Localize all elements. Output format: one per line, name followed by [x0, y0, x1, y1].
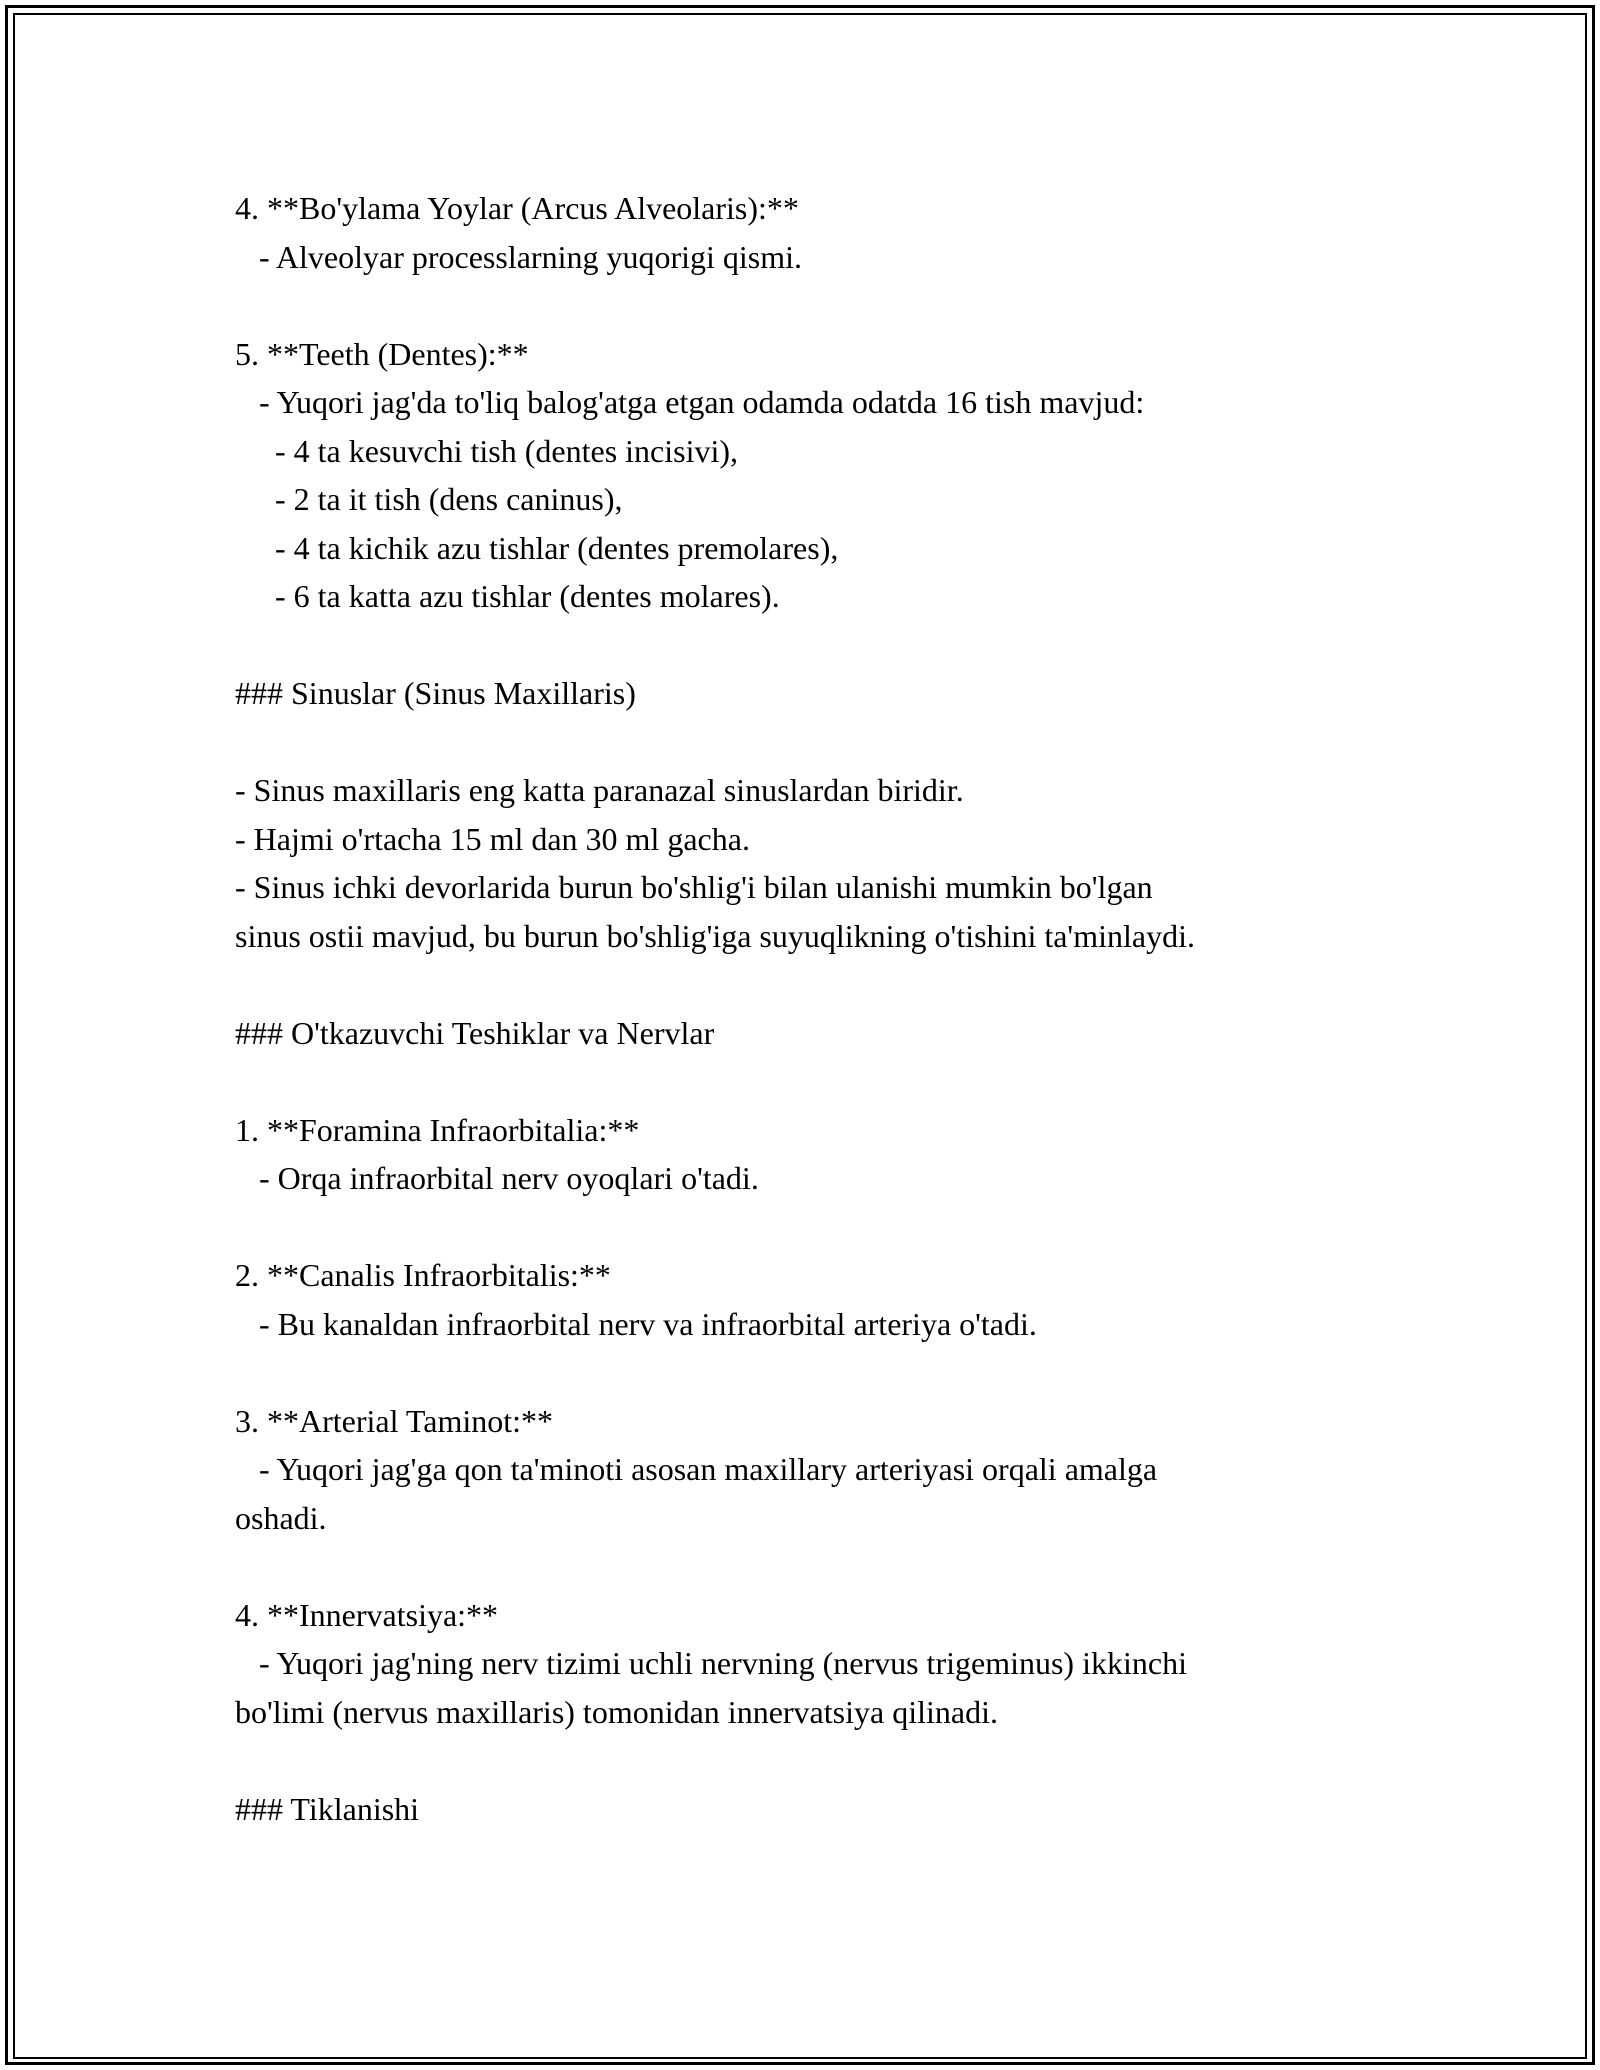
- document-line: 5. **Teeth (Dentes):**: [235, 335, 529, 372]
- document-line: - Yuqori jag'ning nerv tizimi uchli nervning (nervus trigeminus) ikkinchi: [235, 1645, 1187, 1681]
- document-line: bo'limi (nervus maxillaris) tomonidan innervatsiya qilinadi.: [235, 1693, 998, 1730]
- document-line: sinus ostii mavjud, bu burun bo'shlig'iga suyuqlikning o'tishini ta'minlaydi.: [235, 917, 1195, 954]
- document-line: - Hajmi o'rtacha 15 ml dan 30 ml gacha.: [235, 820, 750, 857]
- document-line: - 2 ta it tish (dens caninus),: [235, 481, 623, 517]
- document-line: ### Tiklanishi: [235, 1790, 420, 1827]
- document-line: - Sinus maxillaris eng katta paranazal sinuslardan biridir.: [235, 772, 964, 808]
- document-line: - 6 ta katta azu tishlar (dentes molares).: [235, 578, 780, 614]
- document-line: 2. **Canalis Infraorbitalis:**: [235, 1257, 611, 1293]
- document-line: - Alveolyar processlarning yuqorigi qismi.: [235, 238, 803, 275]
- document-line: 4. **Innervatsiya:**: [235, 1596, 499, 1633]
- document-line: - 4 ta kichik azu tishlar (dentes premolares),: [235, 529, 839, 566]
- document-line: - 4 ta kesuvchi tish (dentes incisivi),: [235, 432, 739, 469]
- document-line: - Yuqori jag'da to'liq balog'atga etgan odamda odatda 16 tish mavjud:: [235, 384, 1145, 420]
- document-line: 4. **Bo'ylama Yoylar (Arcus Alveolaris):**: [235, 190, 799, 226]
- document-line: ### O'tkazuvchi Teshiklar va Nervlar: [235, 1014, 715, 1051]
- document-line: 1. **Foramina Infraorbitalia:**: [235, 1111, 640, 1148]
- document-line: oshadi.: [235, 1499, 327, 1536]
- document-line: - Yuqori jag'ga qon ta'minoti asosan maxillary arteriyasi orqali amalga: [235, 1451, 1158, 1487]
- document-line: ### Sinuslar (Sinus Maxillaris): [235, 675, 636, 711]
- document-body: [235, 184, 1355, 1833]
- document-line: - Sinus ichki devorlarida burun bo'shlig'i bilan ulanishi mumkin bo'lgan: [235, 869, 1153, 905]
- document-line: - Orqa infraorbital nerv oyoqlari o'tadi.: [235, 1160, 759, 1196]
- document-line: - Bu kanaldan infraorbital nerv va infraorbital arteriya o'tadi.: [235, 1305, 1037, 1342]
- document-line: 3. **Arterial Taminot:**: [235, 1402, 553, 1439]
